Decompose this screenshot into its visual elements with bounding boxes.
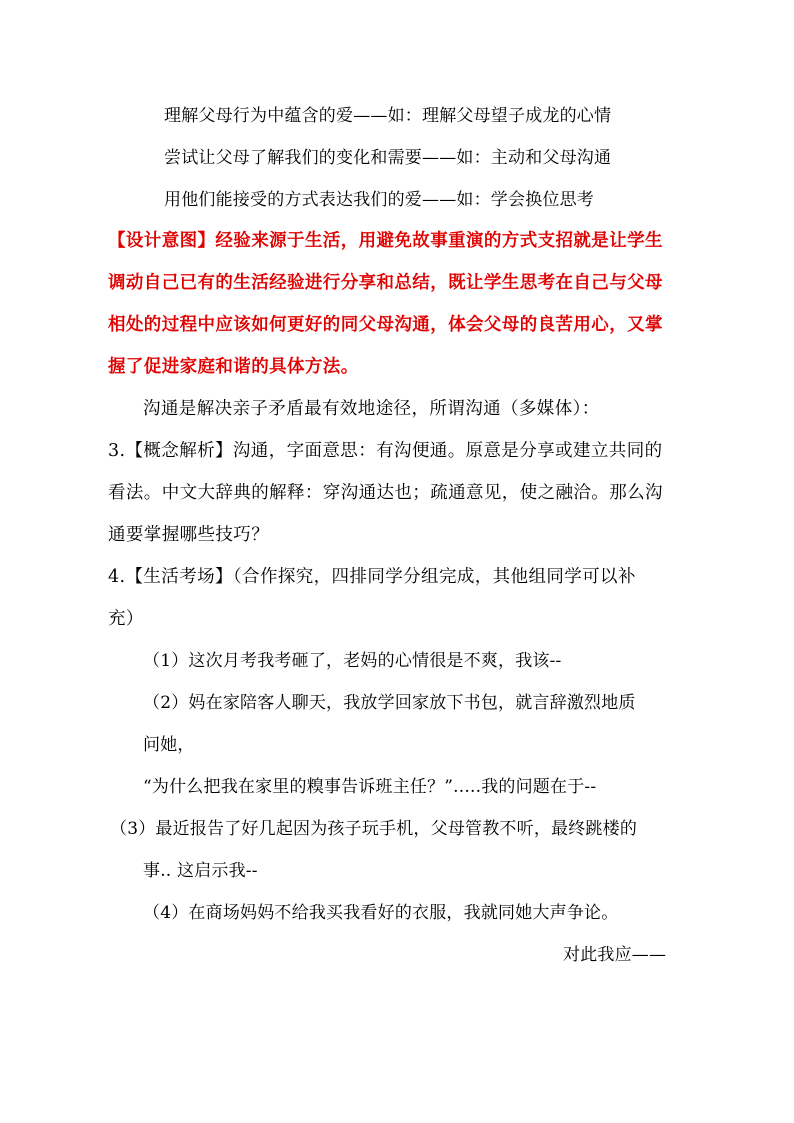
concept-line: 通要掌握哪些技巧？ bbox=[108, 525, 270, 545]
design-intent-line: 相处的过程中应该如何更好的同父母沟通，体会父母的良苦用心，又掌 bbox=[108, 315, 663, 335]
life-exam-line: 充） bbox=[108, 609, 144, 629]
design-intent-line: 【设计意图】经验来源于生活，用避免故事重演的方式支招就是让学生 bbox=[108, 231, 663, 251]
concept-line: 看法。中文大辞典的解释：穿沟通达也；疏通意见，使之融洽。那么沟 bbox=[108, 483, 663, 503]
intro-paragraph: 沟通是解决亲子矛盾最有效地途径，所谓沟通（多媒体）： bbox=[143, 399, 600, 419]
list-item: （2）妈在家陪客人聊天，我放学回家放下书包，就言辞激烈地质 bbox=[143, 693, 636, 713]
list-item: （3）最近报告了好几起因为孩子玩手机，父母管教不听，最终跳楼的 bbox=[110, 819, 638, 839]
list-item-quote: “为什么把我在家里的糗事告诉班主任？”.....我的问题在于-- bbox=[143, 777, 597, 797]
list-item-continuation: 问她， bbox=[143, 735, 195, 755]
text-line: 理解父母行为中蕴含的爱——如：理解父母望子成龙的心情 bbox=[164, 106, 612, 126]
design-intent-line: 握了促进家庭和谐的具体方法。 bbox=[108, 357, 359, 377]
text-line: 尝试让父母了解我们的变化和需要——如：主动和父母沟通 bbox=[164, 148, 612, 168]
text-line: 用他们能接受的方式表达我们的爱——如：学会换位思考 bbox=[164, 190, 594, 210]
life-exam-line: 4.【生活考场】（合作探究，四排同学分组完成，其他组同学可以补 bbox=[108, 567, 636, 587]
design-intent-line: 调动自己已有的生活经验进行分享和总结，既让学生思考在自己与父母 bbox=[108, 273, 663, 293]
list-item: （1）这次月考我考砸了，老妈的心情很是不爽，我该-- bbox=[143, 651, 562, 671]
list-item: （4）在商场妈妈不给我买我看好的衣服，我就同她大声争论。 bbox=[143, 903, 619, 923]
list-item-continuation: 事.. 这启示我-- bbox=[143, 861, 258, 881]
concept-line: 3.【概念解析】沟通，字面意思：有沟便通。原意是分享或建立共同的 bbox=[108, 441, 663, 461]
list-item-continuation: 对此我应—— bbox=[563, 945, 667, 965]
